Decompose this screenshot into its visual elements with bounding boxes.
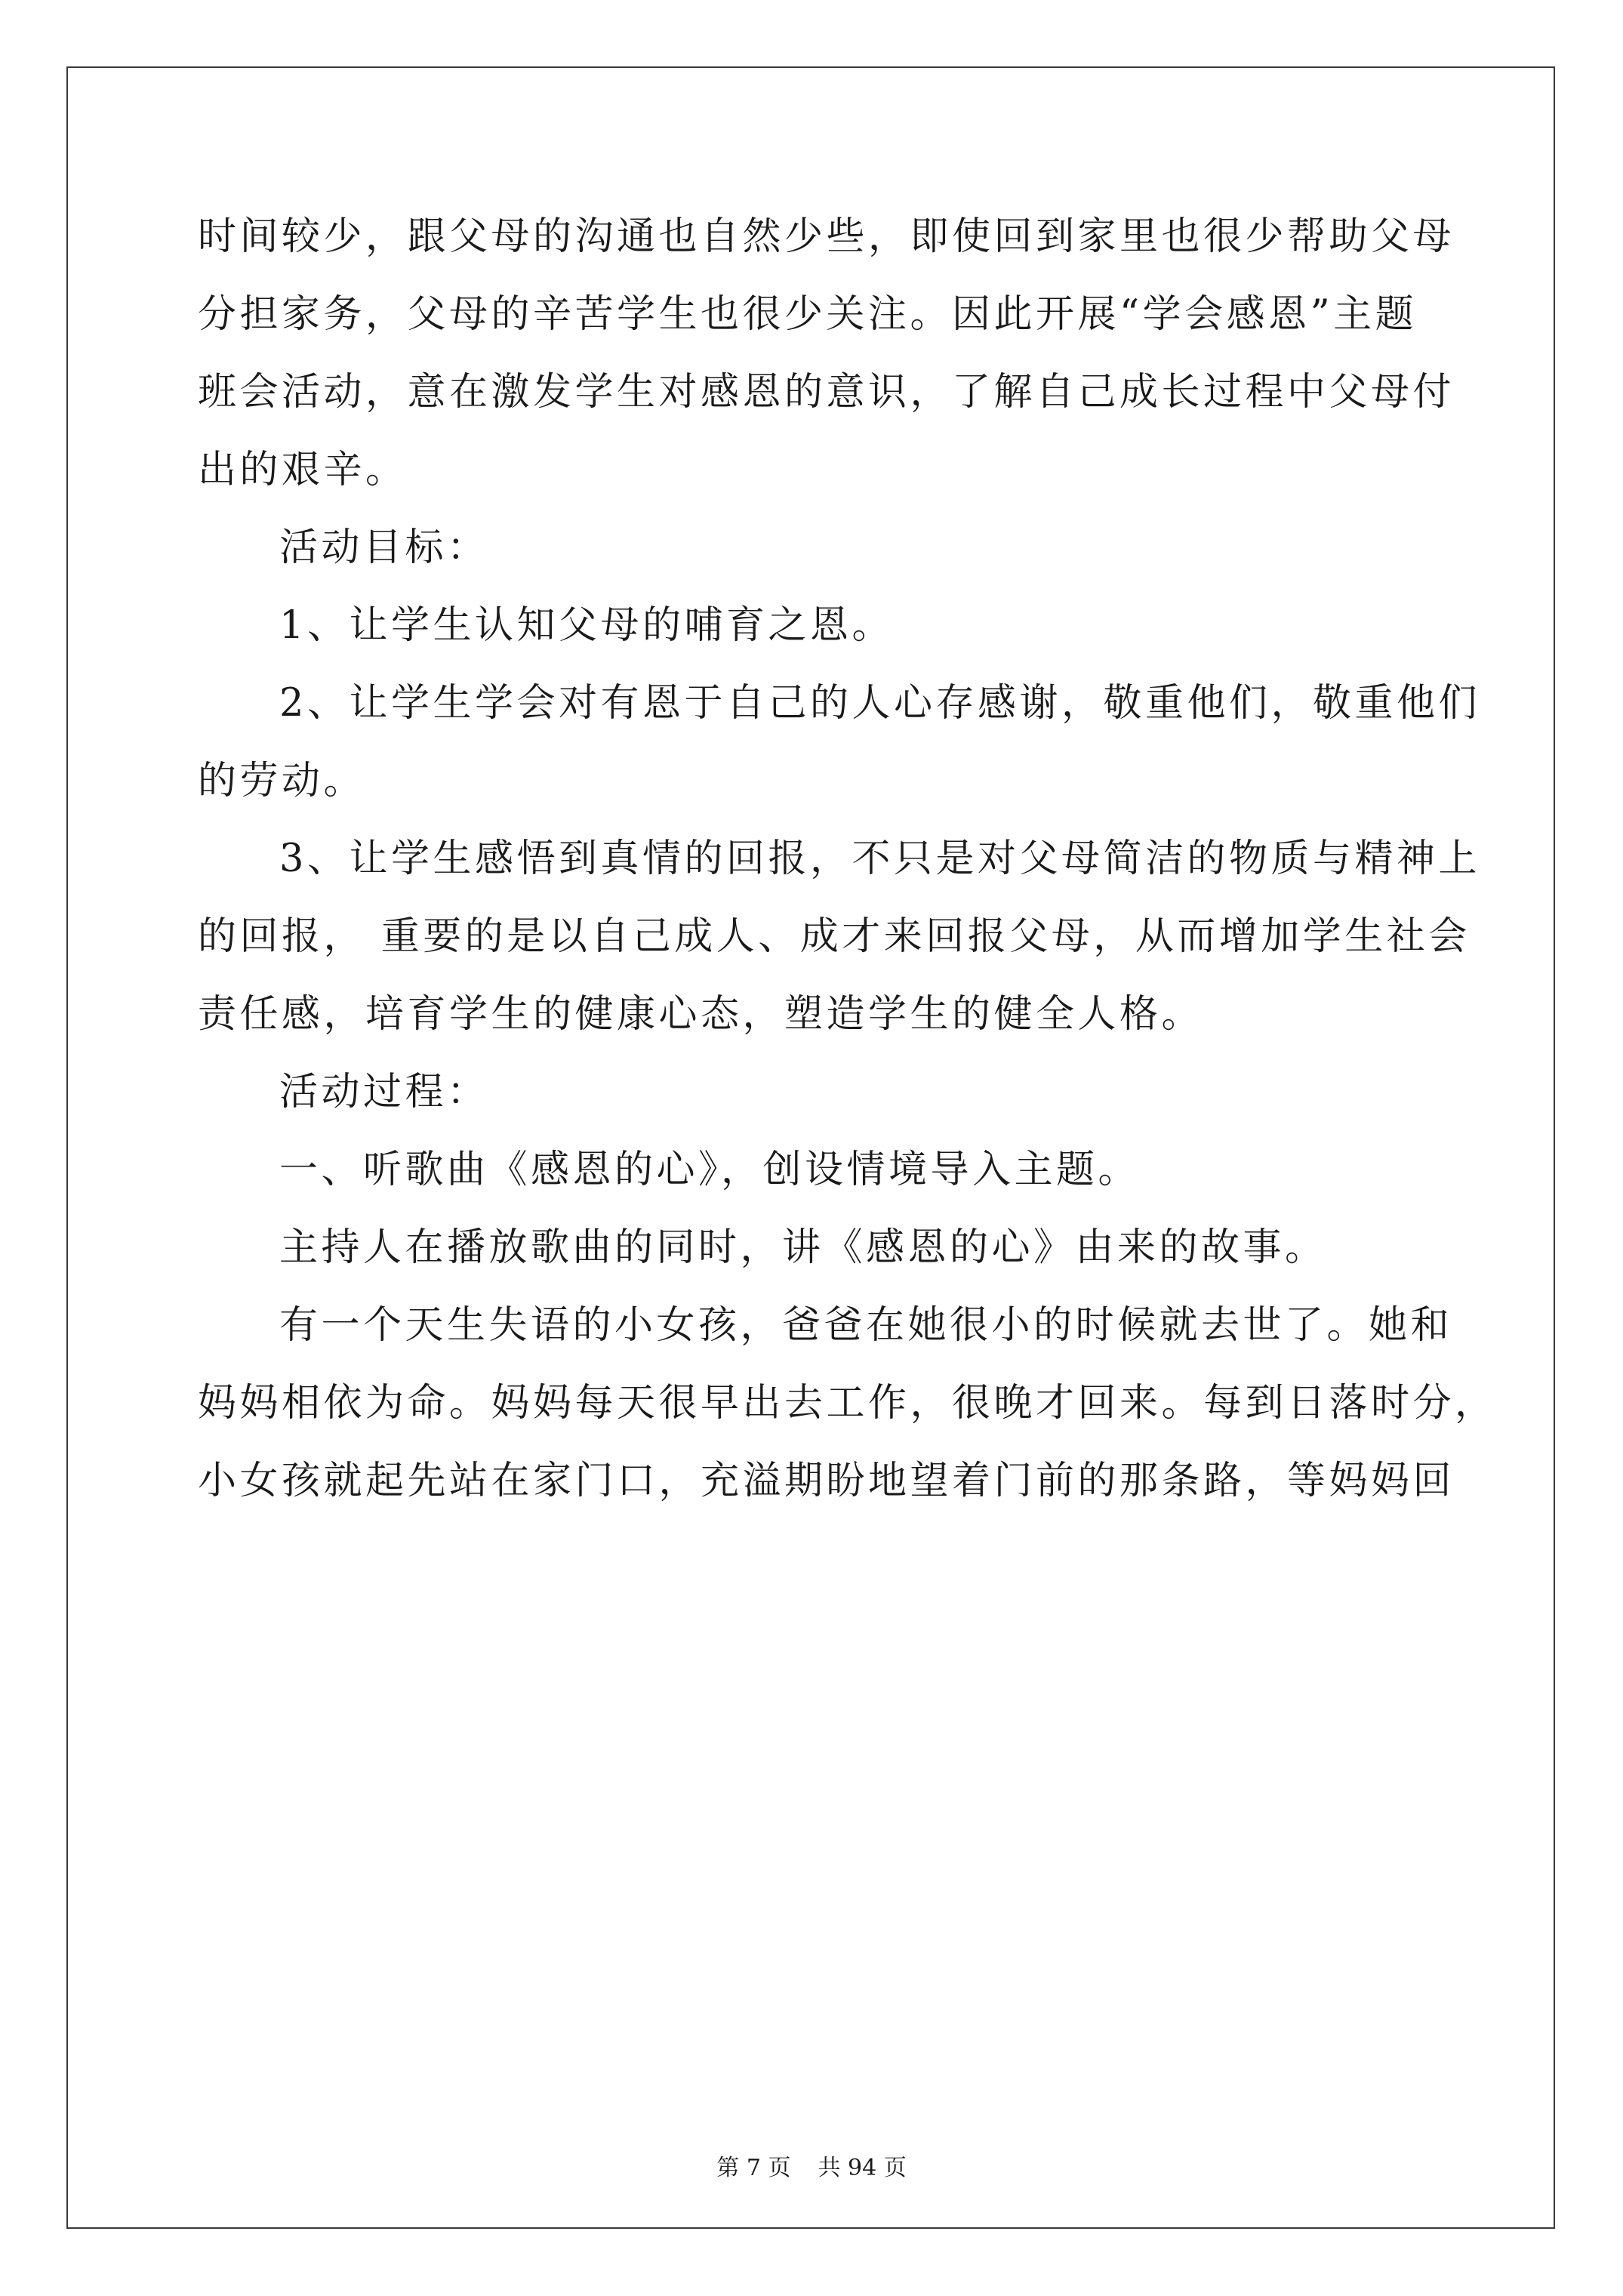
text-line: 的回报， 重要的是以自己成人、成才来回报父母，从而增加学生社会 — [198, 914, 1471, 959]
text-line: 小女孩就起先站在家门口，充溢期盼地望着门前的那条路，等妈妈回 — [198, 1459, 1455, 1503]
text-line: 班会活动，意在激发学生对感恩的意识，了解自己成长过程中父母付 — [198, 370, 1455, 415]
text-line: 主持人在播放歌曲的同时，讲《感恩的心》由来的故事。 — [279, 1225, 1327, 1270]
text-line: 分担家务，父母的辛苦学生也很少关注。因此开展“学会感恩”主题 — [198, 292, 1418, 337]
text-line: 2、让学生学会对有恩于自己的人心存感谢，敬重他们，敬重他们 — [279, 681, 1480, 726]
document-body — [198, 198, 1497, 1520]
text-line: 出的艰辛。 — [198, 448, 408, 492]
text-line: 妈妈相依为命。妈妈每天很早出去工作，很晚才回来。每到日落时分， — [198, 1381, 1497, 1425]
text-line: 1、让学生认知父母的哺育之恩。 — [279, 603, 894, 648]
text-line: 3、让学生感悟到真情的回报，不只是对父母简洁的物质与精神上 — [279, 837, 1480, 881]
text-line: 责任感，培育学生的健康心态，塑造学生的健全人格。 — [198, 992, 1204, 1037]
section-heading: 活动目标： — [279, 525, 489, 570]
text-line: 的劳动。 — [198, 759, 366, 803]
page-number: 第 7 页 — [716, 2155, 791, 2181]
page-footer — [0, 2149, 1623, 2182]
section-heading: 活动过程： — [279, 1070, 489, 1114]
text-line: 时间较少，跟父母的沟通也自然少些，即使回到家里也很少帮助父母 — [198, 214, 1455, 259]
text-line: 有一个天生失语的小女孩，爸爸在她很小的时候就去世了。她和 — [279, 1303, 1453, 1348]
text-line: 一、听歌曲《感恩的心》，创设情境导入主题。 — [279, 1148, 1141, 1192]
total-pages: 共 94 页 — [818, 2155, 907, 2181]
